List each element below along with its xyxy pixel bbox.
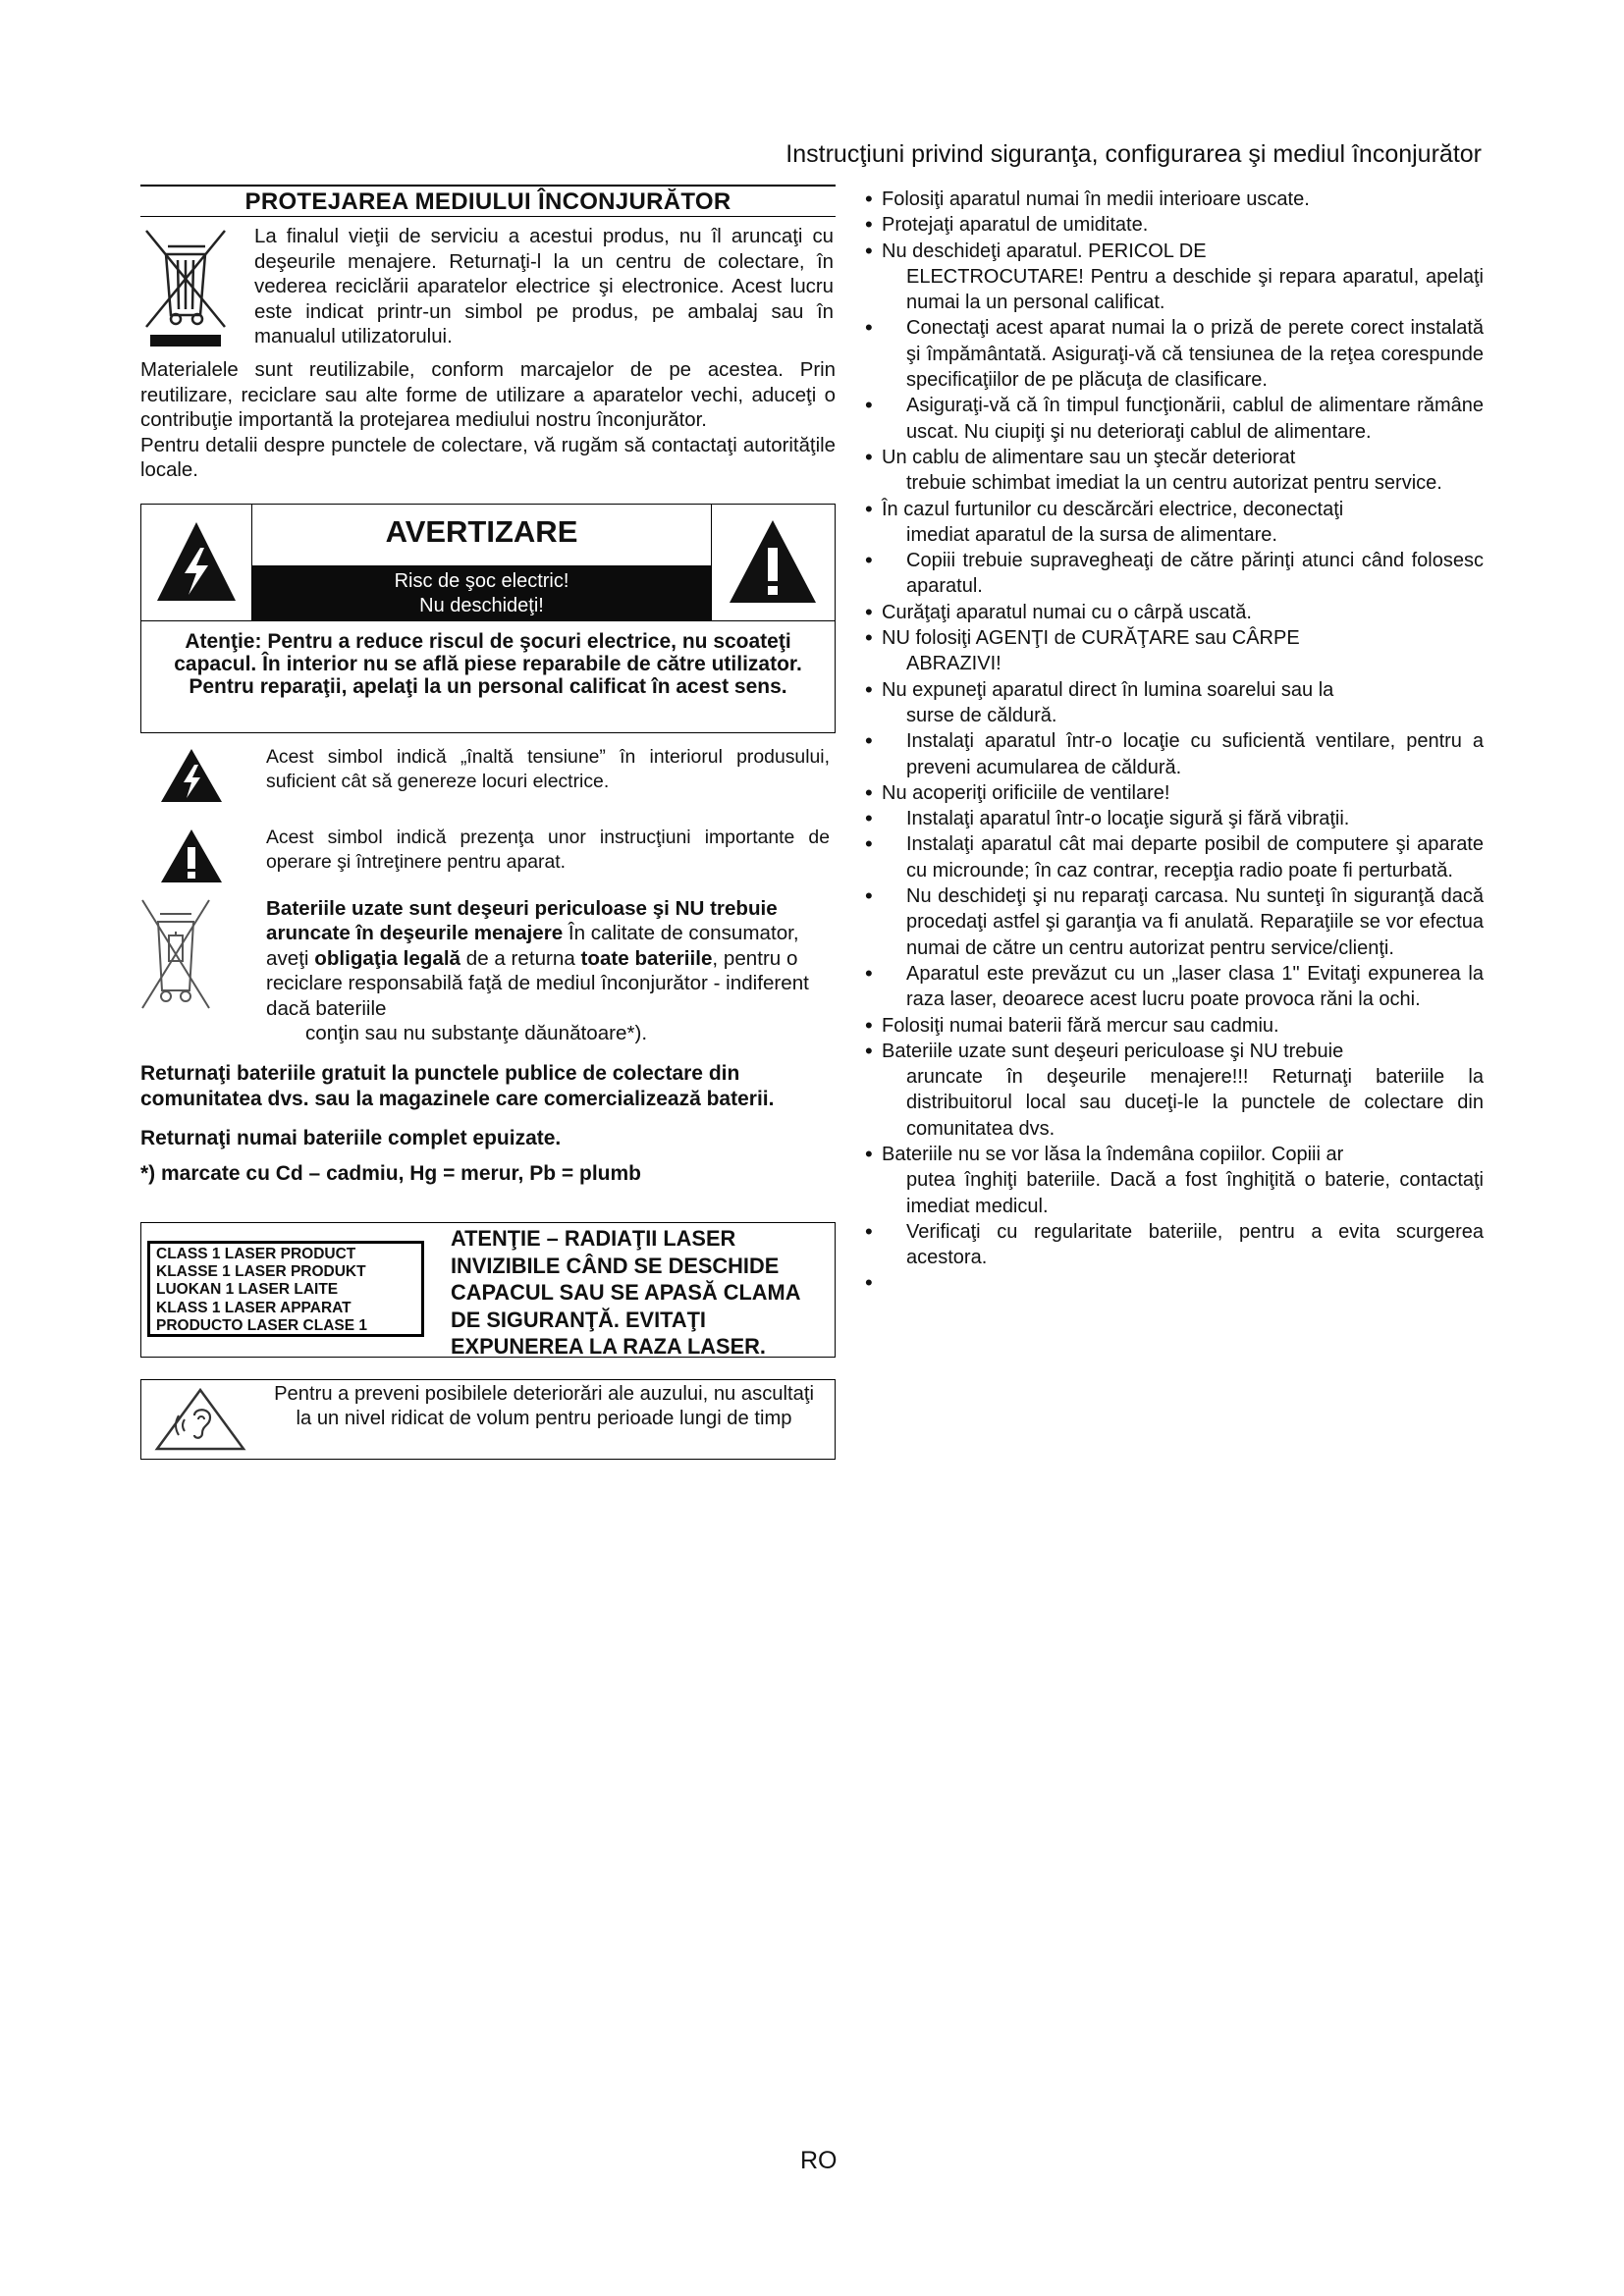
battery-return-text: de a returna [460,946,581,970]
bullet-dot: • [865,779,873,805]
safety-bullet-item [865,548,1484,600]
bullet-text [865,239,1484,316]
bullet-text [865,1039,1484,1142]
laser-label-line: KLASSE 1 LASER PRODUKT [156,1263,366,1281]
bullet-dot: • [865,1270,873,1296]
hearing-box [140,1379,836,1460]
bullet-dot: • [865,1038,873,1063]
safety-bullet-item [865,728,1484,780]
safety-bullet-item [865,187,1484,212]
battery-harmful-text: conţin sau nu substanţe dăunătoare*). [305,1022,648,1045]
bullet-text: Conectaţi acest aparat numai la o priză de perete corect instalată şi împământată. Asiguraţi-vă că tensiunea de la reţea corespunde specificaţiilor de pe plăcuţa de clasificare. [906,317,1484,392]
bullet-continuation: aruncate în deşeurile menajere!!! Returnaţi bateriile la distribuitorul local sau duceţi-le la punctele de colectare din comunitatea dvs. [906,1066,1484,1140]
laser-label-line: KLASS 1 LASER APPARAT [156,1299,352,1316]
safety-bullet-item [865,883,1484,961]
bullet-text [865,625,1484,677]
bullet-text [865,445,1484,497]
laser-warning-text: ATENŢIE – RADIAŢII LASER INVIZIBILE CÂND SE DESCHIDE CAPACUL SAU SE APASĂ CLAMA DE SIGURANŢĂ. EVITAŢI EXPUNEREA LA RAZA LASER. [451,1225,800,1360]
bullet-dot: • [865,393,873,418]
battery-marked-note: *) marcate cu Cd – cadmiu, Hg = merur, Pb = plumb [140,1161,641,1185]
safety-bullet-item [865,1039,1484,1142]
bullet-text: Asiguraţi-vă că în timpul funcţionării, cablul de alimentare rămâne uscat. Nu ciupiţi şi nu deterioraţi cablul de alimentare. [906,395,1484,443]
lightning-warning-icon [141,505,252,620]
bullet-dot: • [865,496,873,521]
safety-bullet-item [865,625,1484,677]
bullet-text [865,1013,1484,1039]
battery-bin-icon [140,896,211,1024]
right-column [865,187,1484,1297]
environment-reuse-paragraph: Materialele sunt reutilizabile, conform marcajelor de pe acestea. Prin reutilizare, reciclare sau alte forme de utilizare a aparatelor vechi, aduceţi o contribuţie importantă la protejarea mediului nostru înconjurător. [140,359,836,432]
battery-text [266,896,816,1046]
caution-text: Atenţie: Pentru a reduce riscul de şocuri electrice, nu scoateţi capacul. În interior nu se află piese reparabile de către utilizator. Pentru reparaţii, apelaţi la un personal calificat în acest sens. [174,629,802,698]
battery-section [140,896,836,1053]
exclamation-warning-icon [711,505,835,620]
bullet-continuation: trebuie schimbat imediat la un centru autorizat pentru service. [906,472,1442,495]
battery-return-free: Returnaţi bateriile gratuit la punctele publice de colectare din comunitatea dvs. sau la magazinele care comercializează baterii. [140,1061,775,1110]
shock-risk-line2: Nu deschideţi! [419,594,544,616]
bullet-dot: • [865,625,873,651]
bullet-first-line: Nu expuneţi aparatul direct în lumina soarelui sau la [882,678,1334,701]
safety-bullet-item [865,497,1484,549]
safety-bullet-item [865,961,1484,1013]
warning-title-area [252,505,711,620]
warning-title: AVERTIZARE [385,513,578,549]
bullet-dot: • [865,548,873,573]
bullet-first-line: Nu deschideţi aparatul. PERICOL DE [882,240,1207,262]
bullet-first-line: NU folosiţi AGENŢI de CURĂŢARE sau CÂRPE [882,627,1300,650]
bullet-dot: • [865,187,873,211]
legal-obligation-bold: obligaţia legală [314,946,461,970]
bullet-text: Verificaţi cu regularitate bateriile, pentru a evita scurgerea acestora. [906,1220,1484,1269]
safety-bullet-list [865,187,1484,1297]
laser-box [140,1222,836,1358]
bullet-text [865,780,1484,806]
bullet-dot: • [865,806,873,831]
safety-bullet-item [865,1142,1484,1219]
high-voltage-text: Acest simbol indică „înaltă tensiune” în interiorul produsului, suficient cât să genereze locuri electrice. [266,745,830,792]
hearing-text: Pentru a preveni posibilele deteriorări ale auzului, nu ascultaţi la un nivel ridicat de volum pentru perioade lungi de timp [274,1382,814,1429]
bullet-dot: • [865,212,873,238]
bullet-dot: • [865,728,873,754]
bullet-first-line: Un cablu de alimentare sau un ştecăr deteriorat [882,446,1296,468]
bullet-text [865,1270,1484,1296]
instructions-text: Acest simbol indică prezenţa unor instrucţiuni importante de operare şi întreţinere pentru aparat. [266,826,830,873]
environment-title: PROTEJAREA MEDIULUI ÎNCONJURĂTOR [140,185,836,216]
bullet-text: Copiii trebuie supravegheaţi de către părinţi atunci când folosesc aparatul. [906,550,1484,598]
bullet-text: Aparatul este prevăzut cu un „laser clasa 1" Evitaţi expunerea la raza laser, deoarece acest lucru poate provoca răni la ochi. [906,962,1484,1011]
bullet-text: Instalaţi aparatul într-o locaţie cu suficientă ventilare, pentru a preveni acumularea de căldură. [906,730,1484,778]
bullet-text [865,1142,1484,1219]
battery-consumer-text: În calitate de consumator, aveţi [266,922,799,970]
safety-bullet-item [865,445,1484,497]
exclamation-icon [157,826,226,886]
bullet-dot: • [865,831,873,857]
bullet-continuation: ELECTROCUTARE! Pentru a deschide şi repara aparatul, apelaţi numai la un personal calificat. [906,265,1484,314]
high-voltage-icon [157,745,226,806]
safety-bullet-item [865,393,1484,445]
safety-bullet-item [865,1219,1484,1271]
crossed-bin-icon [140,225,231,347]
bullet-dot: • [865,676,873,702]
warning-box [140,504,836,733]
bullet-continuation: ABRAZIVI! [906,653,1001,675]
page-language-code: RO [800,2147,838,2174]
bullet-dot: • [865,883,873,909]
bullet-dot: • [865,1012,873,1038]
safety-bullet-item [865,806,1484,831]
bullet-dot: • [865,238,873,263]
safety-bullet-item [865,677,1484,729]
safety-bullet-item [865,239,1484,316]
bullet-first-line: Folosiţi aparatul numai în medii interioare uscate. [882,188,1310,210]
bullet-continuation: putea înghiţi bateriile. Dacă a fost înghiţită o baterie, contactaţi imediat medicul. [906,1169,1484,1217]
bullet-first-line: Nu acoperiţi orificiile de ventilare! [882,781,1170,804]
safety-bullet-item [865,831,1484,883]
bullet-first-line: Curăţaţi aparatul numai cu o cârpă uscată. [882,601,1252,623]
warning-box-top [141,505,835,621]
environment-block [140,217,836,352]
high-voltage-symbol-row [140,737,836,816]
shock-risk-line1: Risc de şoc electric! [394,569,569,592]
instructions-symbol-row [140,818,836,896]
left-column [140,185,836,1460]
bullet-dot: • [865,599,873,624]
hearing-warning-icon [153,1386,247,1453]
bullet-text: Instalaţi aparatul cât mai departe posibil de computere şi aparate cu microunde; în caz contrar, recepţia radio poate fi perturbată. [906,833,1484,881]
laser-label-line: PRODUCTO LASER CLASE 1 [156,1316,368,1334]
bullet-dot: • [865,444,873,469]
bullet-first-line: Folosiţi numai baterii fără mercur sau cadmiu. [882,1014,1279,1037]
environment-contact-paragraph: Pentru detalii despre punctele de colectare, vă rugăm să contactaţi autorităţile locale. [140,434,836,482]
page-header: Instrucţiuni privind siguranţa, configurarea şi mediul înconjurător [785,140,1482,168]
laser-class-label [147,1241,424,1337]
safety-bullet-item [865,315,1484,393]
bullet-text: Nu deschideţi şi nu reparaţi carcasa. Nu sunteţi în siguranţă dacă procedaţi astfel şi garanţia va fi anulată. Reparaţiile se vor efectua numai de către un centru autorizat pentru service/clienţi. [906,885,1484,959]
laser-label-line: LUOKAN 1 LASER LAITE [156,1281,339,1299]
safety-bullet-item [865,600,1484,625]
all-batteries-bold: toate bateriile [580,946,713,970]
bullet-first-line: Bateriile nu se vor lăsa la îndemâna copiilor. Copiii ar [882,1143,1344,1165]
bullet-text [865,497,1484,549]
bullet-text [865,187,1484,212]
bullet-text [865,212,1484,238]
battery-recycle-text: , pentru o reciclare responsabilă faţă de mediul înconjurător - indiferent dacă bateriile [266,946,809,1020]
bullet-text: Instalaţi aparatul într-o locaţie sigură şi fără vibraţii. [906,808,1350,830]
environment-paragraph: La finalul vieţii de serviciu a acestui produs, nu îl aruncaţi cu deşeurile menajere. Returnaţi-l la un centru de colectare, în vederea reciclării aparatelor electrice şi electronice. Acest lucru este indicat printr-un simbol pe produs, pe ambalaj sau în manualul utilizatorului. [254,226,834,348]
battery-return-only: Returnaţi numai bateriile complet epuizate. [140,1126,562,1149]
bullet-dot: • [865,315,873,341]
bullet-text [865,600,1484,625]
bullet-continuation: surse de căldură. [906,704,1057,726]
bullet-dot: • [865,1218,873,1244]
bullet-dot: • [865,960,873,986]
bullet-dot: • [865,1141,873,1166]
bullet-first-line: Protejaţi aparatul de umiditate. [882,214,1149,237]
bullet-first-line: În cazul furtunilor cu descărcări electrice, deconectaţi [882,498,1344,520]
bullet-text [865,677,1484,729]
battery-warning-bold: Bateriile uzate sunt deşeuri periculoase şi NU trebuie aruncate în deşeurile menajere [266,896,778,945]
safety-bullet-item [865,1013,1484,1039]
shock-risk-banner [252,565,711,620]
safety-bullet-item [865,212,1484,238]
laser-label-line: CLASS 1 LASER PRODUCT [156,1245,356,1262]
safety-bullet-item [865,780,1484,806]
bullet-first-line: Bateriile uzate sunt deşeuri periculoase şi NU trebuie [882,1040,1344,1062]
bullet-continuation: imediat aparatul de la sursa de alimentare. [906,523,1277,546]
safety-bullet-item [865,1270,1484,1296]
